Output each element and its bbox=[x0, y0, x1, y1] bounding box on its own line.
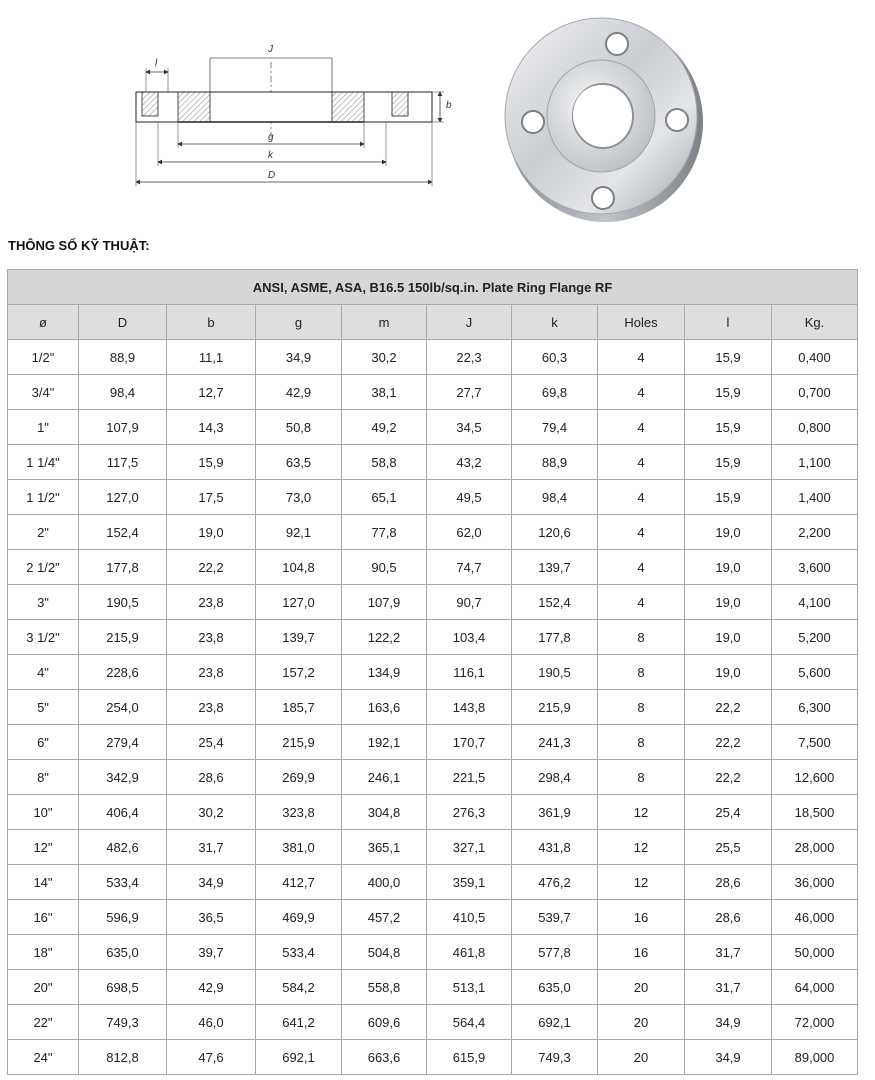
table-cell: 327,1 bbox=[427, 830, 512, 865]
table-cell: 36,5 bbox=[167, 900, 256, 935]
table-cell: 8 bbox=[598, 725, 685, 760]
table-cell: 558,8 bbox=[342, 970, 427, 1005]
spec-heading: THÔNG SỐ KỸ THUẬT: bbox=[8, 238, 150, 253]
table-cell: 11,1 bbox=[167, 340, 256, 375]
table-cell: 127,0 bbox=[79, 480, 167, 515]
table-cell: 241,3 bbox=[512, 725, 598, 760]
table-cell: 64,000 bbox=[772, 970, 858, 1005]
table-cell: 400,0 bbox=[342, 865, 427, 900]
table-cell: 72,000 bbox=[772, 1005, 858, 1040]
table-row bbox=[8, 445, 858, 480]
table-cell: 12,600 bbox=[772, 760, 858, 795]
table-cell: 577,8 bbox=[512, 935, 598, 970]
table-cell: 16" bbox=[8, 900, 79, 935]
column-header: k bbox=[512, 305, 598, 340]
table-cell: 77,8 bbox=[342, 515, 427, 550]
table-cell: 412,7 bbox=[256, 865, 342, 900]
table-cell: 177,8 bbox=[512, 620, 598, 655]
table-row bbox=[8, 970, 858, 1005]
table-cell: 24" bbox=[8, 1040, 79, 1075]
table-cell: 192,1 bbox=[342, 725, 427, 760]
table-cell: 139,7 bbox=[512, 550, 598, 585]
table-cell: 190,5 bbox=[79, 585, 167, 620]
table-cell: 4" bbox=[8, 655, 79, 690]
table-cell: 8 bbox=[598, 760, 685, 795]
table-cell: 107,9 bbox=[342, 585, 427, 620]
table-cell: 564,4 bbox=[427, 1005, 512, 1040]
table-row bbox=[8, 1040, 858, 1075]
table-cell: 1/2" bbox=[8, 340, 79, 375]
table-cell: 4 bbox=[598, 375, 685, 410]
table-header-row bbox=[8, 305, 858, 340]
column-header: Kg. bbox=[772, 305, 858, 340]
table-cell: 31,7 bbox=[685, 935, 772, 970]
table-cell: 221,5 bbox=[427, 760, 512, 795]
dim-label-J: J bbox=[268, 44, 273, 55]
column-header: g bbox=[256, 305, 342, 340]
table-cell: 8 bbox=[598, 655, 685, 690]
table-cell: 12" bbox=[8, 830, 79, 865]
table-cell: 98,4 bbox=[512, 480, 598, 515]
table-cell: 359,1 bbox=[427, 865, 512, 900]
table-row bbox=[8, 830, 858, 865]
table-cell: 163,6 bbox=[342, 690, 427, 725]
column-header: m bbox=[342, 305, 427, 340]
table-cell: 12,7 bbox=[167, 375, 256, 410]
table-cell: 170,7 bbox=[427, 725, 512, 760]
table-cell: 1" bbox=[8, 410, 79, 445]
table-cell: 18" bbox=[8, 935, 79, 970]
table-cell: 28,6 bbox=[685, 865, 772, 900]
table-cell: 254,0 bbox=[79, 690, 167, 725]
table-cell: 215,9 bbox=[256, 725, 342, 760]
table-cell: 73,0 bbox=[256, 480, 342, 515]
table-row bbox=[8, 795, 858, 830]
table-cell: 5,600 bbox=[772, 655, 858, 690]
table-cell: 116,1 bbox=[427, 655, 512, 690]
table-cell: 89,000 bbox=[772, 1040, 858, 1075]
table-cell: 14,3 bbox=[167, 410, 256, 445]
table-row bbox=[8, 585, 858, 620]
table-cell: 34,9 bbox=[685, 1040, 772, 1075]
table-cell: 431,8 bbox=[512, 830, 598, 865]
table-cell: 65,1 bbox=[342, 480, 427, 515]
table-cell: 749,3 bbox=[512, 1040, 598, 1075]
table-cell: 584,2 bbox=[256, 970, 342, 1005]
table-cell: 3 1/2" bbox=[8, 620, 79, 655]
table-cell: 157,2 bbox=[256, 655, 342, 690]
table-cell: 46,0 bbox=[167, 1005, 256, 1040]
table-cell: 25,5 bbox=[685, 830, 772, 865]
table-cell: 23,8 bbox=[167, 585, 256, 620]
table-cell: 461,8 bbox=[427, 935, 512, 970]
figures-area bbox=[0, 0, 875, 232]
table-cell: 12 bbox=[598, 830, 685, 865]
table-cell: 20 bbox=[598, 1040, 685, 1075]
table-cell: 8" bbox=[8, 760, 79, 795]
table-cell: 609,6 bbox=[342, 1005, 427, 1040]
table-cell: 215,9 bbox=[79, 620, 167, 655]
table-cell: 15,9 bbox=[167, 445, 256, 480]
table-cell: 513,1 bbox=[427, 970, 512, 1005]
table-cell: 190,5 bbox=[512, 655, 598, 690]
table-row bbox=[8, 935, 858, 970]
table-row bbox=[8, 375, 858, 410]
table-row bbox=[8, 900, 858, 935]
table-row bbox=[8, 655, 858, 690]
table-row bbox=[8, 1005, 858, 1040]
table-cell: 4 bbox=[598, 515, 685, 550]
table-cell: 8 bbox=[598, 690, 685, 725]
table-cell: 1,400 bbox=[772, 480, 858, 515]
table-cell: 539,7 bbox=[512, 900, 598, 935]
table-cell: 69,8 bbox=[512, 375, 598, 410]
table-cell: 79,4 bbox=[512, 410, 598, 445]
table-cell: 4 bbox=[598, 445, 685, 480]
table-cell: 5,200 bbox=[772, 620, 858, 655]
table-cell: 19,0 bbox=[167, 515, 256, 550]
table-cell: 30,2 bbox=[342, 340, 427, 375]
table-cell: 17,5 bbox=[167, 480, 256, 515]
column-header: Holes bbox=[598, 305, 685, 340]
table-cell: 27,7 bbox=[427, 375, 512, 410]
table-cell: 4 bbox=[598, 550, 685, 585]
table-cell: 0,400 bbox=[772, 340, 858, 375]
table-cell: 103,4 bbox=[427, 620, 512, 655]
table-cell: 457,2 bbox=[342, 900, 427, 935]
table-cell: 5" bbox=[8, 690, 79, 725]
table-cell: 698,5 bbox=[79, 970, 167, 1005]
table-cell: 50,000 bbox=[772, 935, 858, 970]
table-cell: 28,000 bbox=[772, 830, 858, 865]
table-cell: 7,500 bbox=[772, 725, 858, 760]
column-header: ø bbox=[8, 305, 79, 340]
table-cell: 22" bbox=[8, 1005, 79, 1040]
table-cell: 215,9 bbox=[512, 690, 598, 725]
table-cell: 4,100 bbox=[772, 585, 858, 620]
table-cell: 47,6 bbox=[167, 1040, 256, 1075]
dim-label-l: l bbox=[155, 58, 158, 69]
table-cell: 635,0 bbox=[512, 970, 598, 1005]
table-cell: 20 bbox=[598, 1005, 685, 1040]
table-cell: 228,6 bbox=[79, 655, 167, 690]
table-cell: 31,7 bbox=[685, 970, 772, 1005]
table-cell: 19,0 bbox=[685, 550, 772, 585]
column-header: J bbox=[427, 305, 512, 340]
table-cell: 134,9 bbox=[342, 655, 427, 690]
table-cell: 60,3 bbox=[512, 340, 598, 375]
table-cell: 14" bbox=[8, 865, 79, 900]
table-cell: 342,9 bbox=[79, 760, 167, 795]
table-cell: 49,2 bbox=[342, 410, 427, 445]
table-row bbox=[8, 620, 858, 655]
column-header: l bbox=[685, 305, 772, 340]
table-cell: 46,000 bbox=[772, 900, 858, 935]
table-cell: 23,8 bbox=[167, 620, 256, 655]
table-cell: 117,5 bbox=[79, 445, 167, 480]
table-cell: 19,0 bbox=[685, 515, 772, 550]
table-cell: 74,7 bbox=[427, 550, 512, 585]
table-cell: 62,0 bbox=[427, 515, 512, 550]
table-cell: 20" bbox=[8, 970, 79, 1005]
table-cell: 3/4" bbox=[8, 375, 79, 410]
table-cell: 22,2 bbox=[685, 725, 772, 760]
table-cell: 152,4 bbox=[79, 515, 167, 550]
table-cell: 28,6 bbox=[685, 900, 772, 935]
table-cell: 269,9 bbox=[256, 760, 342, 795]
table-row bbox=[8, 480, 858, 515]
table-cell: 39,7 bbox=[167, 935, 256, 970]
dim-label-k: k bbox=[268, 150, 273, 161]
table-cell: 38,1 bbox=[342, 375, 427, 410]
table-cell: 34,5 bbox=[427, 410, 512, 445]
table-cell: 361,9 bbox=[512, 795, 598, 830]
table-cell: 276,3 bbox=[427, 795, 512, 830]
table-cell: 1 1/2" bbox=[8, 480, 79, 515]
table-cell: 42,9 bbox=[256, 375, 342, 410]
table-cell: 152,4 bbox=[512, 585, 598, 620]
table-cell: 30,2 bbox=[167, 795, 256, 830]
table-cell: 63,5 bbox=[256, 445, 342, 480]
table-cell: 692,1 bbox=[512, 1005, 598, 1040]
table-cell: 185,7 bbox=[256, 690, 342, 725]
table-cell: 122,2 bbox=[342, 620, 427, 655]
table-cell: 139,7 bbox=[256, 620, 342, 655]
table-cell: 476,2 bbox=[512, 865, 598, 900]
table-title-row bbox=[8, 270, 858, 305]
table-cell: 28,6 bbox=[167, 760, 256, 795]
table-row bbox=[8, 410, 858, 445]
table-cell: 143,8 bbox=[427, 690, 512, 725]
column-header: D bbox=[79, 305, 167, 340]
table-cell: 36,000 bbox=[772, 865, 858, 900]
table-cell: 4 bbox=[598, 410, 685, 445]
table-cell: 0,700 bbox=[772, 375, 858, 410]
table-cell: 15,9 bbox=[685, 375, 772, 410]
table-cell: 304,8 bbox=[342, 795, 427, 830]
table-cell: 22,2 bbox=[167, 550, 256, 585]
table-cell: 692,1 bbox=[256, 1040, 342, 1075]
table-cell: 16 bbox=[598, 900, 685, 935]
table-cell: 1 1/4" bbox=[8, 445, 79, 480]
table-cell: 22,2 bbox=[685, 690, 772, 725]
table-cell: 533,4 bbox=[79, 865, 167, 900]
table-row bbox=[8, 340, 858, 375]
table-cell: 504,8 bbox=[342, 935, 427, 970]
table-cell: 127,0 bbox=[256, 585, 342, 620]
table-cell: 43,2 bbox=[427, 445, 512, 480]
table-cell: 15,9 bbox=[685, 340, 772, 375]
table-cell: 16 bbox=[598, 935, 685, 970]
table-cell: 4 bbox=[598, 340, 685, 375]
table-cell: 90,5 bbox=[342, 550, 427, 585]
table-cell: 88,9 bbox=[512, 445, 598, 480]
table-cell: 49,5 bbox=[427, 480, 512, 515]
table-cell: 0,800 bbox=[772, 410, 858, 445]
table-cell: 25,4 bbox=[685, 795, 772, 830]
table-cell: 2" bbox=[8, 515, 79, 550]
table-cell: 19,0 bbox=[685, 655, 772, 690]
table-cell: 6,300 bbox=[772, 690, 858, 725]
table-cell: 3,600 bbox=[772, 550, 858, 585]
table-cell: 381,0 bbox=[256, 830, 342, 865]
table-cell: 120,6 bbox=[512, 515, 598, 550]
table-row bbox=[8, 725, 858, 760]
table-cell: 406,4 bbox=[79, 795, 167, 830]
table-cell: 42,9 bbox=[167, 970, 256, 1005]
column-header: b bbox=[167, 305, 256, 340]
table-cell: 482,6 bbox=[79, 830, 167, 865]
table-cell: 812,8 bbox=[79, 1040, 167, 1075]
table-cell: 4 bbox=[598, 585, 685, 620]
table-cell: 663,6 bbox=[342, 1040, 427, 1075]
table-cell: 34,9 bbox=[685, 1005, 772, 1040]
table-cell: 615,9 bbox=[427, 1040, 512, 1075]
flange-section-diagram bbox=[128, 40, 468, 190]
table-row bbox=[8, 865, 858, 900]
table-cell: 22,3 bbox=[427, 340, 512, 375]
dim-label-g: g bbox=[268, 132, 274, 143]
table-cell: 635,0 bbox=[79, 935, 167, 970]
table-cell: 246,1 bbox=[342, 760, 427, 795]
spec-table bbox=[7, 269, 858, 1075]
table-cell: 19,0 bbox=[685, 585, 772, 620]
table-cell: 2,200 bbox=[772, 515, 858, 550]
table-cell: 34,9 bbox=[167, 865, 256, 900]
table-row bbox=[8, 550, 858, 585]
table-cell: 2 1/2" bbox=[8, 550, 79, 585]
table-cell: 98,4 bbox=[79, 375, 167, 410]
table-cell: 749,3 bbox=[79, 1005, 167, 1040]
table-cell: 15,9 bbox=[685, 480, 772, 515]
table-cell: 50,8 bbox=[256, 410, 342, 445]
dim-label-b: b bbox=[446, 100, 452, 111]
table-cell: 90,7 bbox=[427, 585, 512, 620]
table-cell: 4 bbox=[598, 480, 685, 515]
table-cell: 15,9 bbox=[685, 410, 772, 445]
table-cell: 410,5 bbox=[427, 900, 512, 935]
table-cell: 25,4 bbox=[167, 725, 256, 760]
table-cell: 177,8 bbox=[79, 550, 167, 585]
table-cell: 365,1 bbox=[342, 830, 427, 865]
table-cell: 104,8 bbox=[256, 550, 342, 585]
table-cell: 1,100 bbox=[772, 445, 858, 480]
table-cell: 323,8 bbox=[256, 795, 342, 830]
table-cell: 641,2 bbox=[256, 1005, 342, 1040]
table-cell: 23,8 bbox=[167, 690, 256, 725]
dim-label-D: D bbox=[268, 170, 276, 181]
table-row bbox=[8, 760, 858, 795]
table-cell: 6" bbox=[8, 725, 79, 760]
table-cell: 34,9 bbox=[256, 340, 342, 375]
table-cell: 3" bbox=[8, 585, 79, 620]
table-cell: 58,8 bbox=[342, 445, 427, 480]
table-cell: 23,8 bbox=[167, 655, 256, 690]
table-cell: 88,9 bbox=[79, 340, 167, 375]
table-cell: 92,1 bbox=[256, 515, 342, 550]
table-cell: 596,9 bbox=[79, 900, 167, 935]
table-cell: 31,7 bbox=[167, 830, 256, 865]
table-row bbox=[8, 690, 858, 725]
table-cell: 279,4 bbox=[79, 725, 167, 760]
table-cell: 20 bbox=[598, 970, 685, 1005]
table-cell: 12 bbox=[598, 795, 685, 830]
table-body bbox=[8, 340, 858, 1075]
table-cell: 10" bbox=[8, 795, 79, 830]
table-cell: 19,0 bbox=[685, 620, 772, 655]
table-cell: 18,500 bbox=[772, 795, 858, 830]
table-cell: 298,4 bbox=[512, 760, 598, 795]
table-cell: 15,9 bbox=[685, 445, 772, 480]
table-row bbox=[8, 515, 858, 550]
flange-photo bbox=[495, 8, 710, 226]
table-cell: 8 bbox=[598, 620, 685, 655]
table-cell: 107,9 bbox=[79, 410, 167, 445]
table-cell: 22,2 bbox=[685, 760, 772, 795]
table-cell: 12 bbox=[598, 865, 685, 900]
table-cell: 533,4 bbox=[256, 935, 342, 970]
table-cell: 469,9 bbox=[256, 900, 342, 935]
table-title: ANSI, ASME, ASA, B16.5 150lb/sq.in. Plate Ring Flange RF bbox=[8, 270, 858, 305]
